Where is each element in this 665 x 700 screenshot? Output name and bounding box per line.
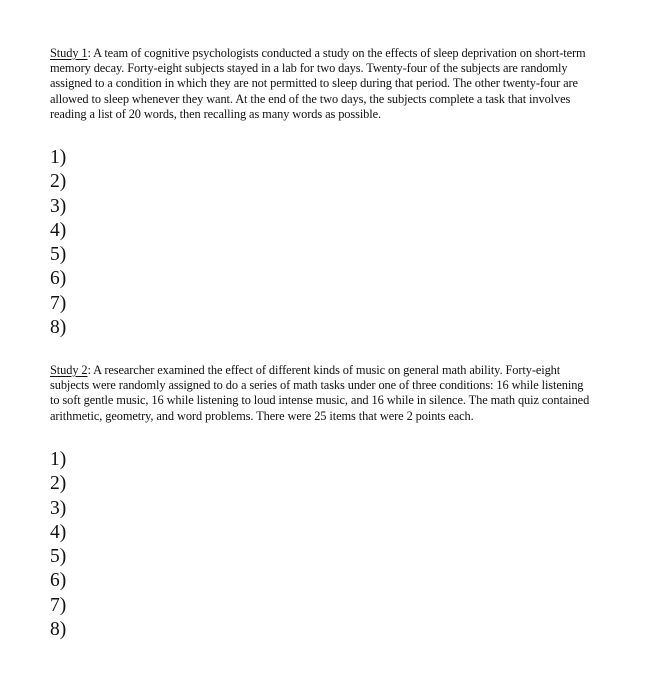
list-item: 2) bbox=[50, 473, 67, 495]
list-item: 7) bbox=[50, 292, 67, 314]
list-item: 5) bbox=[50, 244, 67, 266]
list-item: 3) bbox=[50, 195, 67, 217]
list-item: 8) bbox=[50, 317, 67, 339]
study-1-description: A team of cognitive psychologists conducted a study on the effects of sleep deprivation on short-term memory decay. Forty-eight subjects stayed in a lab for two days. Twenty-four of the subjects are randomly assigned to a condition in which they are not permitted to sleep during that period. The other twenty-four are allowed to sleep whenever they want. At the end of the two days, the subjects complete a task that involves reading a list of 20 words, then recalling as many words as possible. bbox=[50, 46, 586, 121]
study-2-separator: : bbox=[87, 363, 94, 377]
study-2-answer-list bbox=[50, 448, 66, 642]
list-item: 7) bbox=[50, 594, 67, 616]
study-1-label: Study 1 bbox=[50, 46, 88, 60]
list-item: 3) bbox=[50, 497, 67, 519]
study-1-answer-list bbox=[50, 146, 66, 340]
study-1-paragraph bbox=[50, 46, 595, 122]
list-item: 5) bbox=[50, 546, 67, 568]
list-item: 6) bbox=[50, 268, 67, 290]
list-item: 8) bbox=[50, 619, 67, 641]
study-2-description: A researcher examined the effect of different kinds of music on general math ability. Forty-eight subjects were randomly assigned to do a series of math tasks under one of three conditions: 16 while listening to soft gentle music, 16 while listening to loud intense music, and 16 while in silence. The math quiz contained arithmetic, geometry, and word problems. There were 25 items that were 2 points each. bbox=[50, 363, 590, 423]
list-item: 4) bbox=[50, 219, 67, 241]
list-item: 6) bbox=[50, 570, 67, 592]
study-2-label: Study 2 bbox=[50, 363, 88, 377]
list-item: 2) bbox=[50, 171, 67, 193]
list-item: 4) bbox=[50, 521, 67, 543]
study-2-paragraph bbox=[50, 363, 595, 424]
list-item: 1) bbox=[50, 449, 67, 470]
study-1-separator: : bbox=[87, 46, 94, 60]
list-item: 1) bbox=[50, 147, 67, 168]
